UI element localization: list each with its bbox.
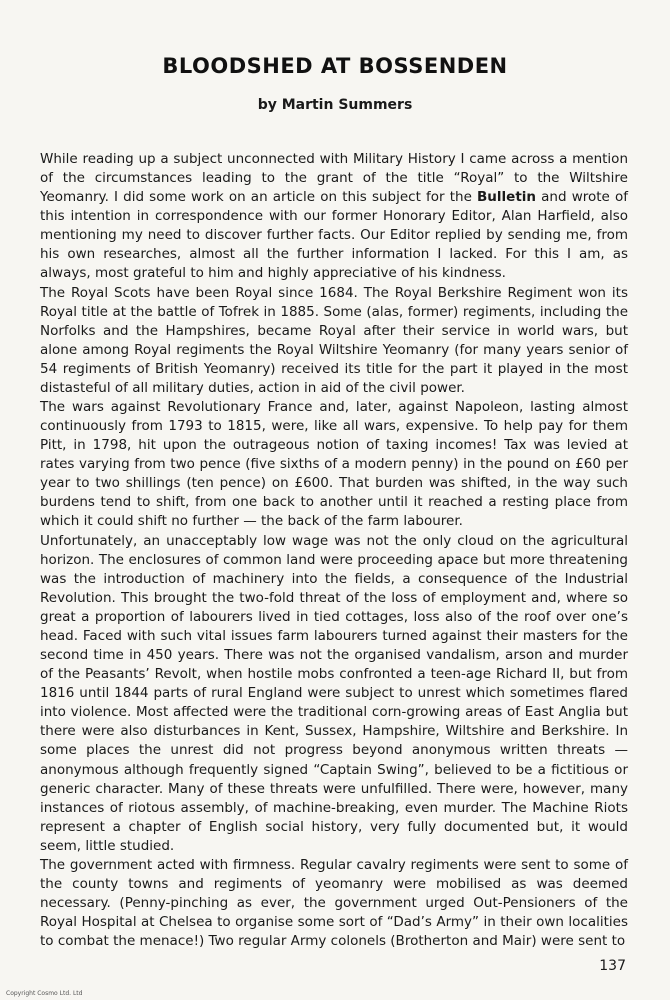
- paragraph: The government acted with firmness. Regular cavalry regiments were sent to some of the county towns and regiments of yeomanry were mobilised as was deemed necessary. (Penny-pinching as ever, the government urged Out-Pensioners of the Royal Hospital at Chelsea to organise some sort of “Dad’s Army” in their own localities to combat the menace!) Two regular Army colonels (Brotherton and Mair) were sent to: [40, 856, 628, 950]
- article-body: [40, 150, 628, 951]
- paragraph: The wars against Revolutionary France and, later, against Napoleon, lasting almost continuously from 1793 to 1815, were, like all wars, expensive. To help pay for them Pitt, in 1798, hit upon the outrageous notion of taxing incomes! Tax was levied at rates varying from two pence (five sixths of a modern penny) in the pound on £60 per year to two shillings (ten pence) on £600. That burden was shifted, in the way such burdens tend to shift, from one back to another until it reached a resting place from which it could shift no further — the back of the farm labourer.: [40, 399, 628, 530]
- bulletin-emphasis: Bulletin: [477, 189, 537, 206]
- paragraph: The Royal Scots have been Royal since 1684. The Royal Berkshire Regiment won its Royal title at the battle of Tofrek in 1885. Some (alas, former) regiments, including the Norfolks and the Hampshires, became Royal after their service in world wars, but alone among Royal regiments the Royal Wiltshire Yeomanry (for many years senior of 54 regiments of British Yeomanry) received its title for the part it played in the most distasteful of all military duties, action in aid of the civil power.: [40, 284, 628, 396]
- article-byline: by Martin Summers: [257, 97, 413, 113]
- article-title: BLOODSHED AT BOSSENDEN: [162, 54, 508, 78]
- copyright-notice: Copyright Cosmo Ltd. Ltd: [6, 990, 83, 997]
- page-number: 137: [599, 958, 626, 974]
- paragraph-intro: While reading up a subject unconnected with Military History I came across a mention of the circumstances leading to the grant of the title “Royal” to the Wiltshire Yeomanry. I did some work on an article on this subject for the Bulletin and wrote of this intention in correspondence with our former Honorary Editor, Alan Harfield, also mentioning my need to discover further facts. Our Editor replied by sending me, from his own researches, almost all the further information I lacked. For this I am, as always, most grateful to him and highly appreciative of his kindness.: [40, 151, 628, 282]
- paragraph: Unfortunately, an unacceptably low wage was not the only cloud on the agricultural horizon. The enclosures of common land were proceeding apace but more threatening was the introduction of machinery into the fields, a consequence of the Industrial Revolution. This brought the two-fold threat of the loss of employment and, where so great a proportion of labourers lived in tied cottages, loss also of the roof over one’s head. Faced with such vital issues farm labourers turned against their masters for the second time in 450 years. There was not the organised vandalism, arson and murder of the Peasants’ Revolt, when hostile mobs confronted a teen-age Richard II, but from 1816 until 1844 parts of rural England were subject to unrest which sometimes flared into violence. Most affected were the traditional corn-growing areas of East Anglia but there were also disturbances in Kent, Sussex, Hampshire, Wiltshire and Berkshire. In some places the unrest did not progress beyond anonymous written threats — anonymous although frequently signed “Captain Swing”, believed to be a fictitious or generic character. Many of these threats were unfulfilled. There were, however, many instances of riotous assembly, of machine-breaking, even murder. The Machine Riots represent a chapter of English social history, very fully documented but, it would seem, little studied.: [40, 532, 628, 854]
